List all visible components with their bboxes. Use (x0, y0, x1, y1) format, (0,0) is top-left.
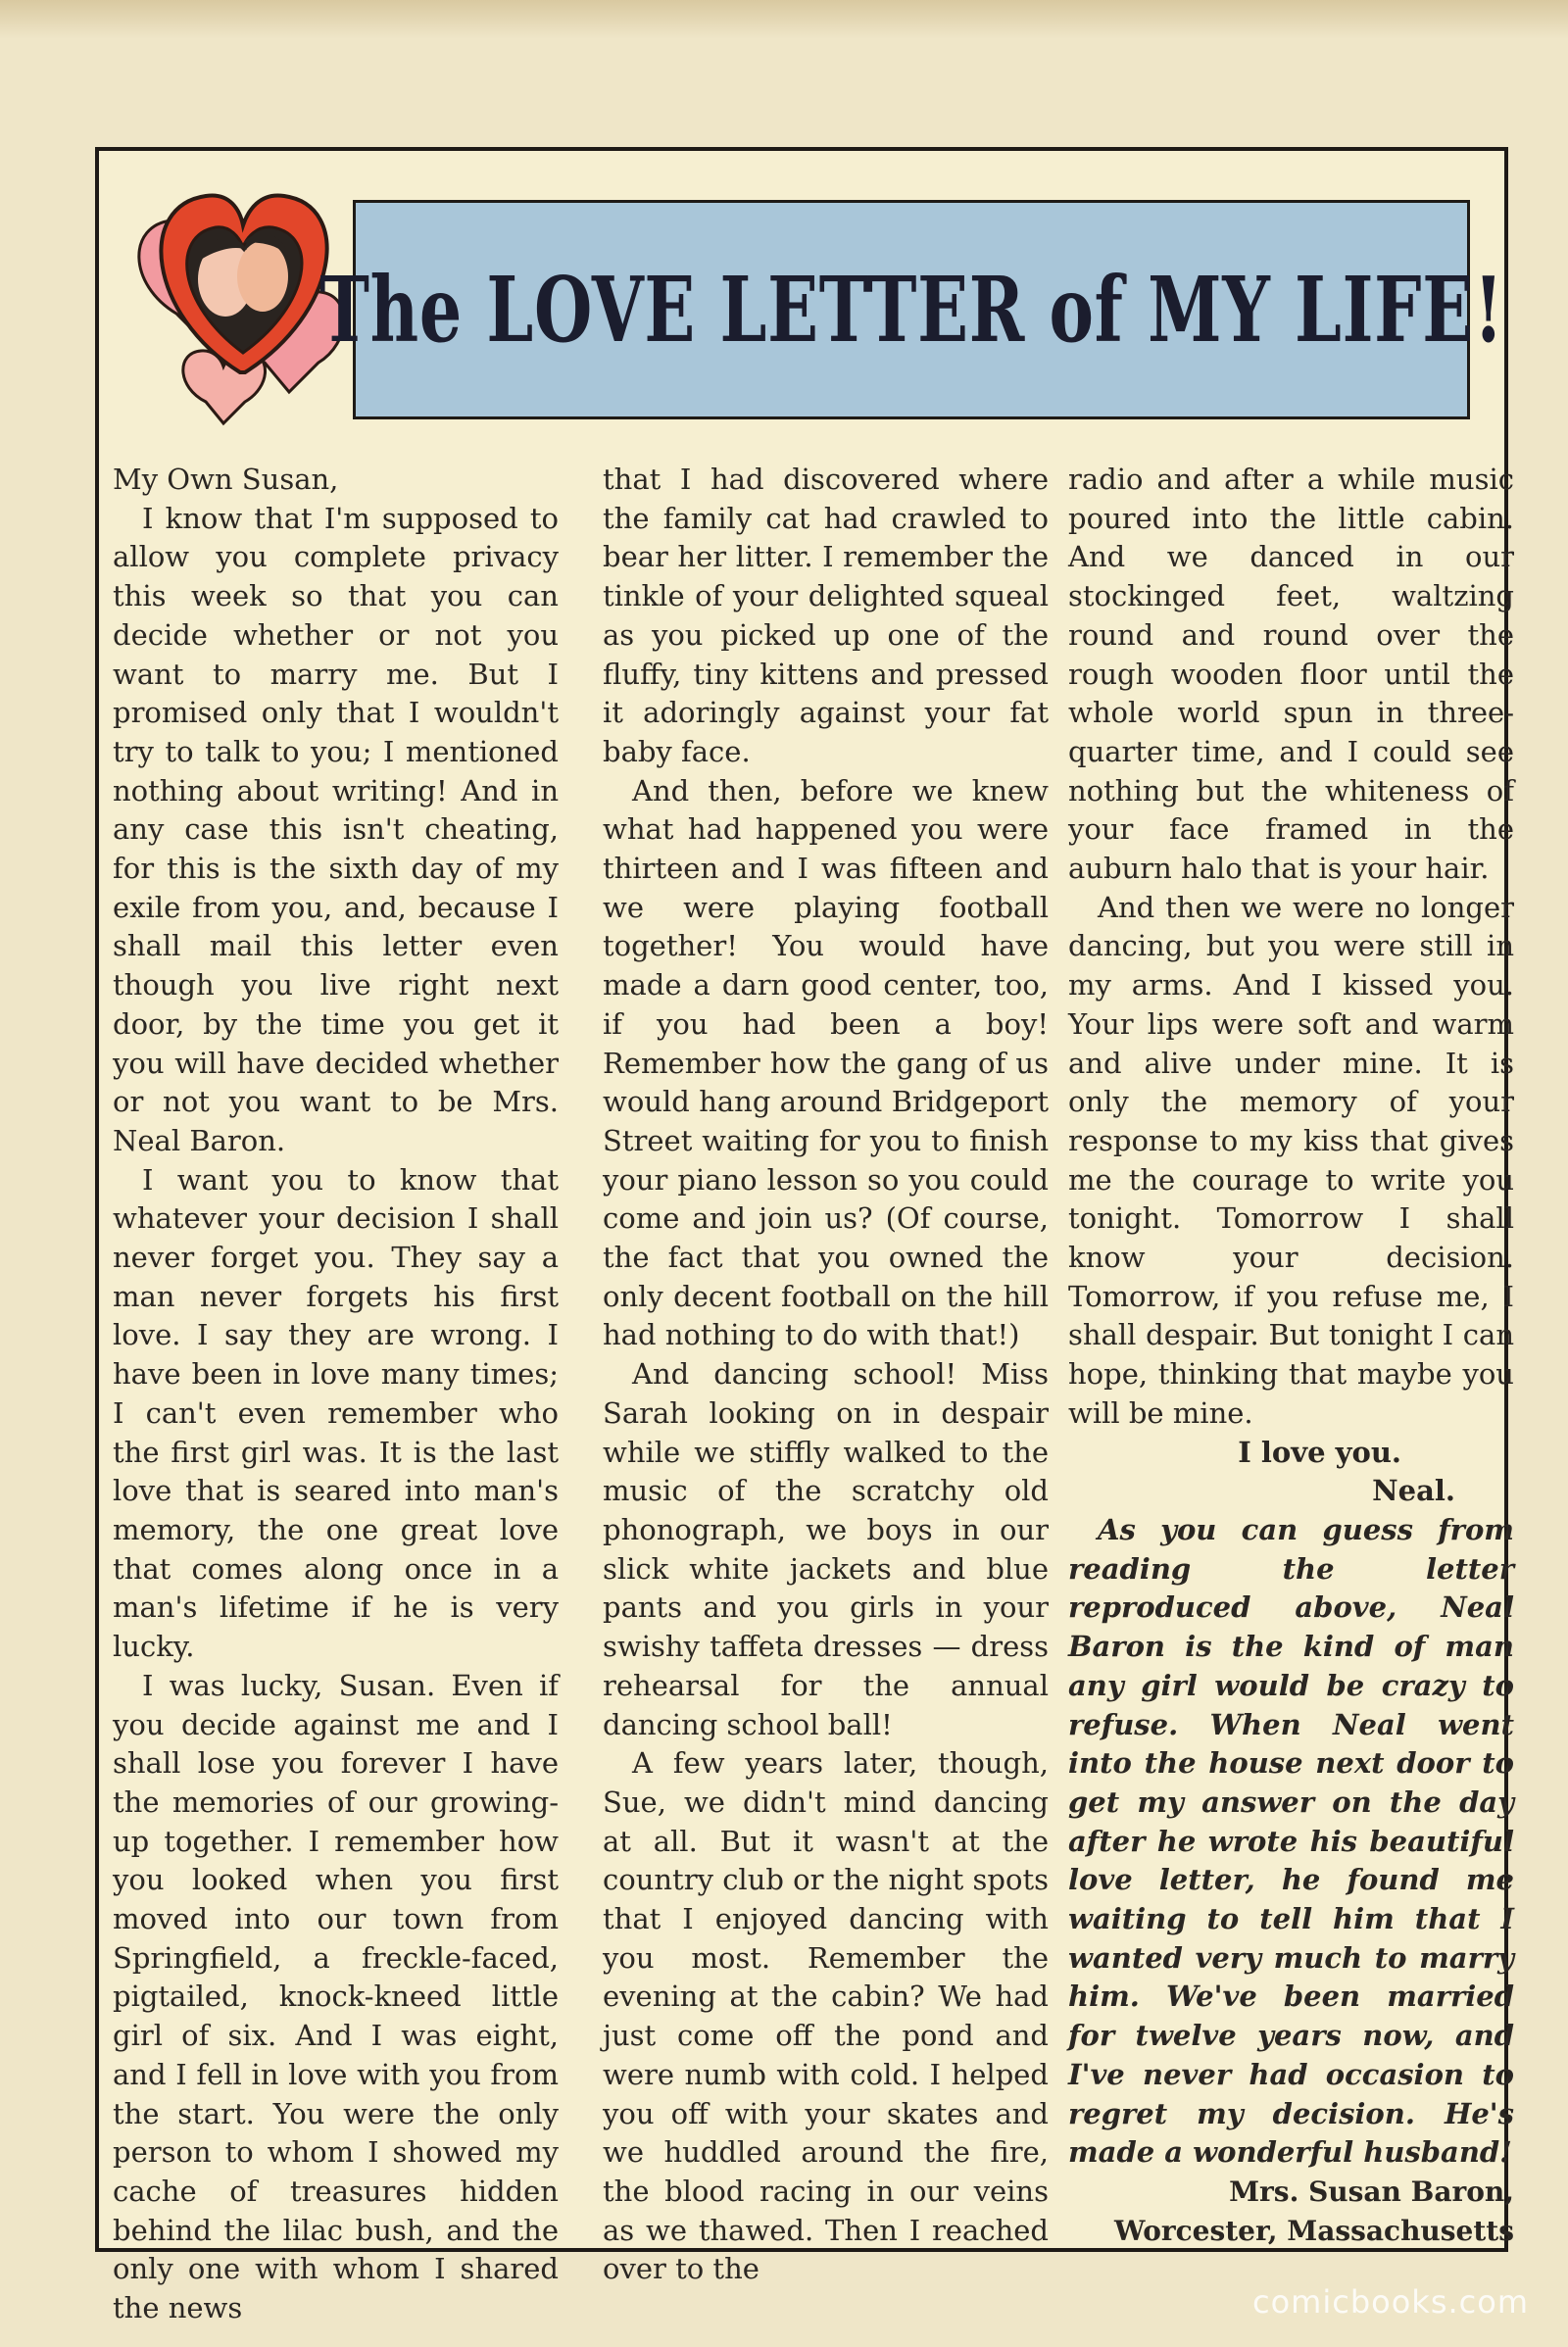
watermark: comicbooks.com (1251, 2283, 1529, 2321)
paragraph: And then we were no longer dancing, but you were still in my arms. And I kissed you. Your lips were soft and warm and alive under mine. It is only the memory of your response to my kiss that gives me the courage to write you tonight. Tomorrow I shall know your decision. Tomorrow, if you refuse me, I shall despair. But tonight I can hope, thinking that maybe you will be mine. (1068, 890, 1514, 1430)
editor-note: As you can guess from reading the letter reproduced above, Neal Baron is the kind of man any girl would be crazy to refuse. When Neal went into the house next door to get my answer on the day after he wrote his beautiful love letter, he found me waiting to tell him that I wanted very much to marry him. We've been married for twelve years now, and I've never had occasion to regret my decision. He's made a wonderful husband! (1068, 1512, 1514, 2170)
paragraph: I want you to know that whatever your decision I shall never forget you. They say a man never forgets his first love. I say they are wrong. I have been in love many times; I can't even remember who the first girl was. It is the last love that is seared into man's memory, the one great love that comes along once in a man's lifetime if he is very lucky. (113, 1162, 559, 1664)
page-edge (0, 0, 1568, 39)
paragraph: A few years later, though, Sue, we didn't mind dancing at all. But it wasn't at the country club or the night spots that I enjoyed dancing with you most. Remember the evening at the cabin? We had just come off the pond and were numb with cold. I helped you off with your skates and we huddled around the fire, the blood racing in our veins as we thawed. Then I reached over to the (603, 1746, 1049, 2286)
letter-closing: I love you. (1238, 1435, 1401, 1469)
paragraph: that I had discovered where the family cat had crawled to bear her litter. I remember the tinkle of your delighted squeal as you picked up one of the fluffy, tiny kittens and pressed it adoringly against your fat baby face. (603, 463, 1049, 768)
title-banner (318, 200, 1504, 419)
column-2 (603, 461, 1049, 2286)
letter-signature: Neal. (1372, 1474, 1455, 1508)
column-3 (1068, 461, 1514, 2247)
page-title: The LOVE LETTER of MY LIFE! (318, 257, 1504, 363)
author-name: Mrs. Susan Baron, (1229, 2175, 1514, 2208)
paragraph: I know that I'm supposed to allow you complete privacy this week so that you can decide whether or not you want to marry me. But I promised only that I wouldn't try to talk to you; I mentioned nothing about writing! And in any case this isn't cheating, for this is the sixth day of my exile from you, and, because I shall mail this letter even though you live right next door, by the time you get it you will have decided whether or not you want to be Mrs. Neal Baron. (113, 501, 559, 1157)
paragraph: radio and after a while music poured into the little cabin. And we danced in our stockinged feet, waltzing round and round over the rough wooden floor until the whole world spun in three-quarter time, and I could see nothing but the whiteness of your face framed in the auburn halo that is your hair. (1068, 463, 1514, 886)
column-1 (113, 461, 559, 2325)
paragraph: And dancing school! Miss Sarah looking on in despair while we stiffly walked to the music of the scratchy old phonograph, we boys in our slick white jackets and blue pants and you girls in your swishy taffeta dresses — dress rehearsal for the annual dancing school ball! (603, 1357, 1049, 1741)
paragraph: And then, before we knew what had happened you were thirteen and I was fifteen and we were playing football together! You would have made a darn good center, too, if you had been a boy! Remember how the gang of us would hang around Bridgeport Street waiting for you to finish your piano lesson so you could come and join us? (Of course, the fact that you owned the only decent football on the hill had nothing to do with that!) (603, 773, 1049, 1352)
author-location: Worcester, Massachusetts (1114, 2214, 1514, 2247)
paragraph: I was lucky, Susan. Even if you decide against me and I shall lose you forever I have the memories of our growing-up together. I remember how you looked when you first moved into our town from Springfield, a freckle-faced, pigtailed, knock-kneed little girl of six. And I was eight, and I fell in love with you from the start. You were the only person to whom I showed my cache of treasures hidden behind the lilac bush, and the only one with whom I shared the news (113, 1668, 559, 2325)
salutation: My Own Susan, (113, 463, 339, 496)
